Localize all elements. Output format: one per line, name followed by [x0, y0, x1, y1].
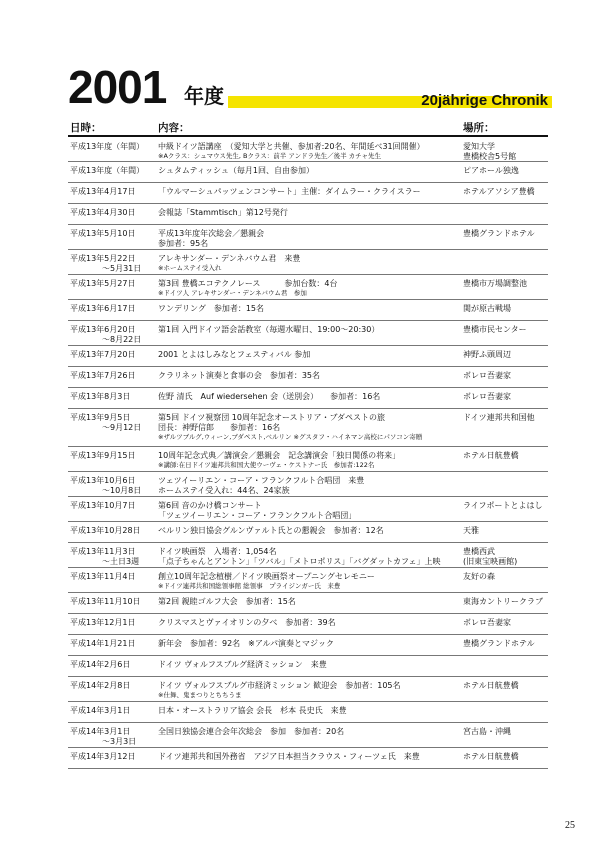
content-line: 第5回 ドイツ視察団 10周年記念オーストリア・ブダペストの旅: [158, 413, 385, 422]
date-text: 平成13年度（年間）: [70, 166, 145, 175]
content-cell: [158, 572, 463, 591]
date-cell: [70, 208, 156, 218]
place-cell: [463, 142, 548, 162]
content-line: 「ツェツイーリエン・コーア・フランクフルト合唱団」: [158, 511, 357, 520]
content-cell: [158, 618, 463, 628]
content-line: 全国日独協会連合会年次総会 参加 参加者：20名: [158, 727, 345, 736]
place-line: 豊橋西武: [463, 547, 495, 556]
date-cell: [70, 229, 156, 239]
place-cell: [463, 597, 548, 607]
year-title: 2001: [68, 61, 167, 113]
date-text: 平成14年3月1日: [70, 706, 131, 715]
content-line: 参加者：95名: [158, 239, 209, 248]
place-cell: [463, 681, 548, 691]
date-text: 平成14年2月8日: [70, 681, 131, 690]
content-line: 日本・オーストラリア協会 会長 杉本 長史氏 来豊: [158, 706, 347, 715]
content-cell: [158, 279, 463, 298]
date-cell: [70, 706, 156, 716]
column-headers: [68, 120, 548, 136]
table-row: [68, 225, 548, 250]
table-row: [68, 447, 548, 472]
date-text: 平成14年3月12日: [70, 752, 136, 761]
content-line: 会報誌「Stammtisch」第12号発行: [158, 208, 288, 217]
date-end-text: 〜土日3週: [102, 557, 140, 566]
content-line: 第2回 親睦ゴルフ大会 参加者：15名: [158, 597, 296, 606]
place-line: 豊橋校舎5号館: [463, 152, 517, 161]
content-line: ベルリン独日協会グルンヴァルト氏との懇親会 参加者：12名: [158, 526, 384, 535]
date-cell: [70, 681, 156, 691]
date-text: 平成13年度（年間）: [70, 142, 145, 151]
chronik-title: 20jährige Chronik: [421, 92, 548, 109]
content-cell: [158, 526, 463, 536]
content-line: ドイツ連邦共和国外務省 アジア日本担当クラウス・フィーツェ氏 来豊: [158, 752, 420, 761]
content-line: 第3回 豊橋エコテクノレース 参加台数：4台: [158, 279, 338, 288]
date-cell: [70, 572, 156, 582]
place-line: 友好の森: [463, 572, 495, 581]
content-cell: [158, 681, 463, 700]
date-cell: [70, 187, 156, 197]
place-line: 豊橋グランドホテル: [463, 639, 535, 648]
table-row: [68, 635, 548, 656]
place-cell: [463, 639, 548, 649]
date-text: 平成13年11月3日: [70, 547, 136, 556]
chronicle-table: [68, 138, 548, 769]
date-cell: [70, 660, 156, 670]
date-text: 平成13年8月3日: [70, 392, 131, 401]
table-row: [68, 748, 548, 769]
place-cell: [463, 350, 548, 360]
content-cell: [158, 547, 463, 567]
place-line: 豊橋市民センター: [463, 325, 527, 334]
table-row: [68, 409, 548, 447]
date-text: 平成13年6月17日: [70, 304, 136, 313]
place-line: ホテル日航豊橋: [463, 752, 519, 761]
date-cell: [70, 304, 156, 314]
table-row: [68, 522, 548, 543]
place-cell: [463, 413, 548, 423]
content-line: 2001 とよはしみなとフェスティバル 参加: [158, 350, 311, 359]
content-cell: [158, 476, 463, 496]
date-cell: [70, 325, 156, 345]
content-cell: [158, 187, 463, 197]
date-cell: [70, 501, 156, 511]
date-text: 平成13年10月7日: [70, 501, 136, 510]
content-note: ※ドイツ連邦共和国総領事館 総領事 プライジンガー氏 来豊: [158, 582, 341, 590]
date-cell: [70, 392, 156, 402]
header-rule: [68, 135, 548, 137]
date-cell: [70, 413, 156, 433]
place-line: ライフポートとよはし: [463, 501, 543, 510]
place-cell: [463, 501, 548, 511]
date-cell: [70, 142, 156, 152]
date-cell: [70, 752, 156, 762]
date-text: 平成13年9月5日: [70, 413, 131, 422]
date-cell: [70, 371, 156, 381]
content-note: ※ホームステイ受入れ: [158, 264, 222, 272]
content-column-header: 内容：: [158, 122, 190, 134]
place-cell: [463, 451, 548, 461]
page-number: 25: [565, 820, 575, 831]
place-line: ドイツ連邦共和国他: [463, 413, 535, 422]
content-line: ドイツ映画祭 入場者：1,054名: [158, 547, 277, 556]
place-cell: [463, 325, 548, 335]
date-cell: [70, 547, 156, 567]
table-row: [68, 367, 548, 388]
content-cell: [158, 706, 463, 716]
table-row: [68, 300, 548, 321]
content-cell: [158, 304, 463, 314]
content-cell: [158, 597, 463, 607]
content-cell: [158, 350, 463, 360]
place-line: 豊橋グランドホテル: [463, 229, 535, 238]
place-line: 宮古島・沖縄: [463, 727, 511, 736]
content-note: ※ドイツ人 アレキサンダー・デンネバウム君 参加: [158, 289, 307, 297]
date-text: 平成13年7月26日: [70, 371, 136, 380]
date-column-header: 日時：: [70, 122, 102, 134]
place-line: (旧東宝映画館): [463, 557, 518, 566]
content-cell: [158, 229, 463, 249]
date-end-text: 〜5月31日: [102, 264, 142, 273]
place-cell: [463, 371, 548, 381]
date-text: 平成14年1月21日: [70, 639, 136, 648]
date-text: 平成13年10月6日: [70, 476, 136, 485]
date-text: 平成13年9月15日: [70, 451, 136, 460]
date-cell: [70, 618, 156, 628]
date-end-text: 〜9月12日: [102, 423, 142, 432]
place-line: 関が原古戦場: [463, 304, 511, 313]
table-row: [68, 614, 548, 635]
content-cell: [158, 325, 463, 335]
content-cell: [158, 371, 463, 381]
place-cell: [463, 526, 548, 536]
content-line: 佐野 清氏 Auf wiedersehen 会（送別会） 参加者：16名: [158, 392, 381, 401]
content-line: ドイツ ヴォルフスブルグ経済ミッション 来豊: [158, 660, 327, 669]
date-text: 平成13年11月10日: [70, 597, 141, 606]
table-row: [68, 656, 548, 677]
table-row: [68, 321, 548, 346]
place-cell: [463, 229, 548, 239]
date-end-text: 〜3月3日: [102, 737, 137, 746]
content-cell: [158, 392, 463, 402]
content-cell: [158, 451, 463, 470]
date-text: 平成13年12月1日: [70, 618, 136, 627]
content-note: ※Aクラス：シュマウス先生, Bクラス：前半 アンドラ先生／後半 カチャ先生: [158, 152, 381, 160]
place-line: ピアホール独逸: [463, 166, 519, 175]
place-line: 東海カントリークラブ: [463, 597, 543, 606]
date-cell: [70, 597, 156, 607]
place-line: ホテル日航豊橋: [463, 681, 519, 690]
date-end-text: 〜10月8日: [102, 486, 142, 495]
table-row: [68, 677, 548, 702]
content-note: ※ザルツブルグ,ウィーン,ブダペスト,ベルリン ※グスタフ・ハイネマン高校にパソコン寄贈: [158, 433, 423, 441]
date-cell: [70, 727, 156, 747]
place-cell: [463, 166, 548, 176]
place-line: ボレロ吾妻家: [463, 618, 511, 627]
content-note: ※仕舞、鬼まつりとちちうま: [158, 691, 242, 699]
content-cell: [158, 752, 463, 762]
date-cell: [70, 279, 156, 289]
date-text: 平成13年11月4日: [70, 572, 136, 581]
place-line: ホテル日航豊橋: [463, 451, 519, 460]
date-end-text: 〜8月22日: [102, 335, 142, 344]
place-line: ボレロ吾妻家: [463, 392, 511, 401]
place-line: 愛知大学: [463, 142, 495, 151]
table-row: [68, 138, 548, 162]
content-line: アレキサンダー・デンネバウム君 来豊: [158, 254, 301, 263]
table-row: [68, 250, 548, 275]
table-row: [68, 204, 548, 225]
table-row: [68, 162, 548, 183]
date-text: 平成14年2月6日: [70, 660, 131, 669]
table-row: [68, 497, 548, 522]
content-line: ホームステイ受入れ：44名、24家族: [158, 486, 290, 495]
content-cell: [158, 501, 463, 521]
content-line: ツェツイーリエン・コーア・フランクフルト合唱団 来豊: [158, 476, 365, 485]
content-cell: [158, 727, 463, 737]
table-row: [68, 183, 548, 204]
date-text: 平成13年5月27日: [70, 279, 136, 288]
place-cell: [463, 187, 548, 197]
content-line: 新年会 参加者：92名 ※アルパ演奏とマジック: [158, 639, 335, 648]
page-header: [68, 62, 548, 122]
date-text: 平成13年6月20日: [70, 325, 136, 334]
place-line: 豊橋市万場調整池: [463, 279, 527, 288]
date-text: 平成13年5月22日: [70, 254, 136, 263]
table-row: [68, 568, 548, 593]
content-cell: [158, 660, 463, 670]
nendo-label: 年度: [184, 84, 224, 108]
content-line: 10周年記念式典／講演会／懇親会 記念講演会「独日関係の将来」: [158, 451, 401, 460]
table-row: [68, 388, 548, 409]
date-text: 平成13年7月20日: [70, 350, 136, 359]
place-line: 天雅: [463, 526, 479, 535]
place-cell: [463, 752, 548, 762]
content-line: 中級ドイツ語講座 （愛知大学と共催、参加者:20名、年間延べ31回開催）: [158, 142, 425, 151]
content-cell: [158, 639, 463, 649]
content-line: 第1回 入門ドイツ語会話教室（毎週水曜日、19:00〜20:30）: [158, 325, 380, 334]
content-cell: [158, 208, 463, 218]
date-cell: [70, 166, 156, 176]
content-line: 創立10周年記念植樹／ドイツ映画祭オープニングセレモニー: [158, 572, 375, 581]
date-cell: [70, 254, 156, 274]
content-line: シュタムティッシュ（毎月1回、自由参加）: [158, 166, 314, 175]
content-cell: [158, 142, 463, 161]
place-cell: [463, 618, 548, 628]
content-note: ※講師:在日ドイツ連邦共和国大使ウーヴェ・ケストナー氏 参加者:122名: [158, 461, 375, 469]
table-row: [68, 275, 548, 300]
place-column-header: 場所：: [463, 122, 495, 134]
content-line: 平成13年度年次総会／懇親会: [158, 229, 265, 238]
content-line: 団長：神野信郎 参加者：16名: [158, 423, 281, 432]
date-text: 平成13年10月28日: [70, 526, 141, 535]
date-cell: [70, 476, 156, 496]
place-cell: [463, 547, 548, 567]
content-line: 第6回 音のかけ橋コンサート: [158, 501, 262, 510]
date-text: 平成13年4月30日: [70, 208, 136, 217]
content-cell: [158, 166, 463, 176]
place-cell: [463, 304, 548, 314]
date-cell: [70, 350, 156, 360]
table-row: [68, 543, 548, 568]
date-cell: [70, 451, 156, 461]
table-row: [68, 346, 548, 367]
content-cell: [158, 413, 463, 442]
date-cell: [70, 526, 156, 536]
place-line: ホテルアソシア豊橋: [463, 187, 535, 196]
table-row: [68, 593, 548, 614]
place-cell: [463, 572, 548, 582]
content-line: クラリネット演奏と食事の会 参加者：35名: [158, 371, 321, 380]
content-line: クリスマスとヴァイオリンの夕べ 参加者：39名: [158, 618, 336, 627]
place-line: 神野ふ頭周辺: [463, 350, 511, 359]
table-row: [68, 472, 548, 497]
place-line: ボレロ吾妻家: [463, 371, 511, 380]
place-cell: [463, 279, 548, 289]
date-text: 平成13年5月10日: [70, 229, 136, 238]
content-line: ドイツ ヴォルフスブルグ市経済ミッション 歓迎会 参加者：105名: [158, 681, 401, 690]
content-line: 「点子ちゃんとアントン」「ツバル」「メトロポリス」「バグダットカフェ」上映: [158, 557, 441, 566]
content-line: 「ウルマーシュパッツェンコンサート」主催：ダイムラー・クライスラー: [158, 187, 421, 196]
table-row: [68, 723, 548, 748]
place-cell: [463, 392, 548, 402]
content-line: ワンデリング 参加者：15名: [158, 304, 265, 313]
date-cell: [70, 639, 156, 649]
date-text: 平成13年4月17日: [70, 187, 136, 196]
table-row: [68, 702, 548, 723]
date-text: 平成14年3月1日: [70, 727, 131, 736]
place-cell: [463, 727, 548, 737]
content-cell: [158, 254, 463, 273]
